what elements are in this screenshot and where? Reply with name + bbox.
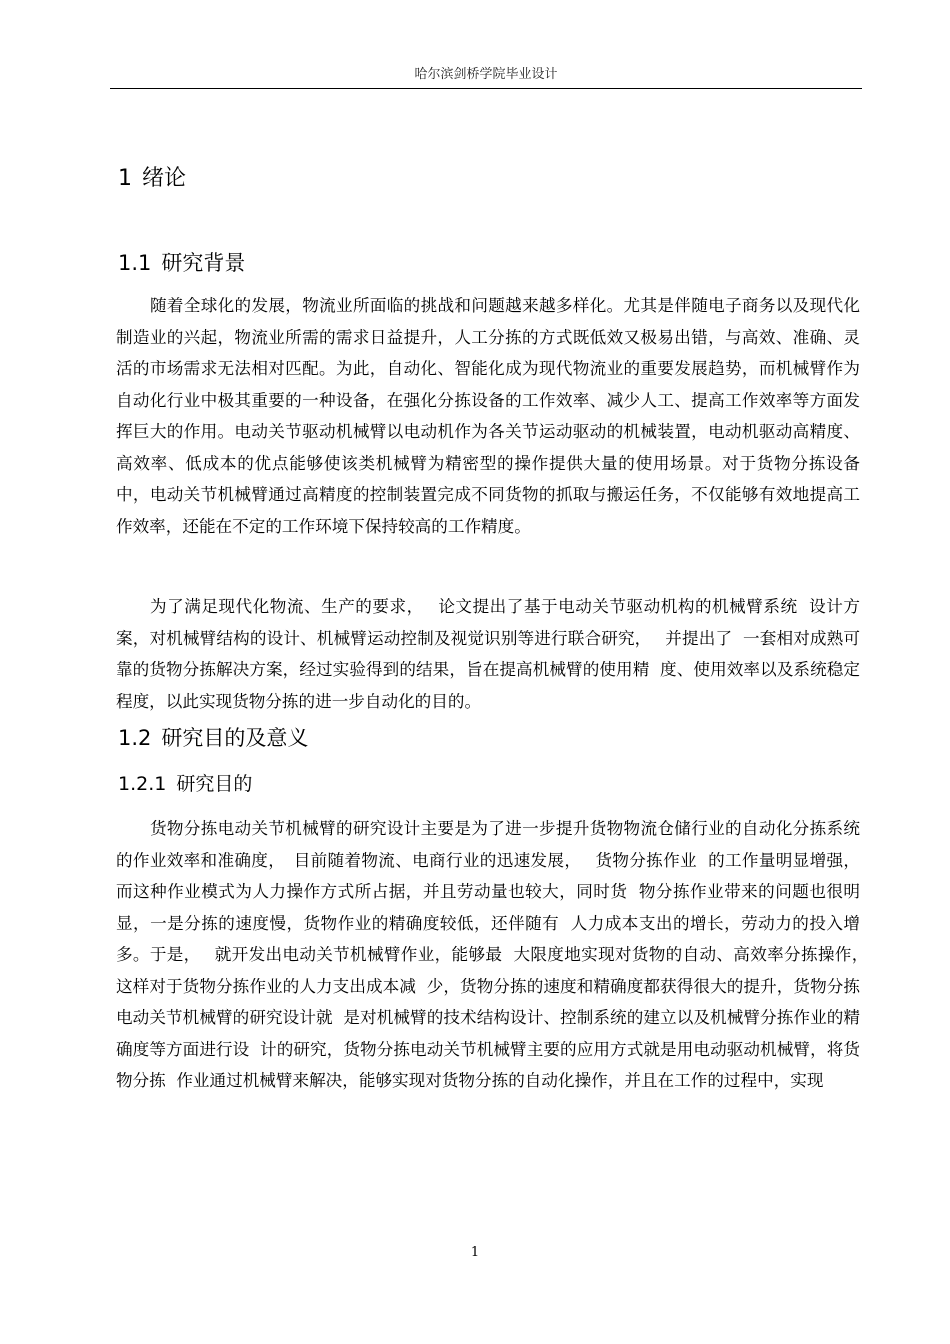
chapter-title-text: 绪论 [142,166,187,191]
chapter-title [118,164,186,194]
page-number: 1 [470,1245,480,1260]
section-title-1-1 [118,248,245,278]
section-number: 1.1 [118,251,152,275]
paragraph-purpose-1: 货物分拣电动关节机械臂的研究设计主要是为了进一步提升货物物流仓储行业的自动化分拣系统的作业效率和准确度， 目前随着物流、电商行业的迅速发展， 货物分拣作业 的工作量明显增强，而这种作业模式为人力操作方式所占据，并且劳动量也较大，同时货 物分拣作业带来的问题也很明显，一是分拣的速度慢，货物作业的精确度较低，还伴随有 人力成本支出的增长，劳动力的投入增多。于是， 就开发出电动关节机械臂作业，能够最 大限度地实现对货物的自动、高效率分拣操作， 这样对于货物分拣作业的人力支出成本减 少，货物分拣的速度和精确度都获得很大的提升，货物分拣电动关节机械臂的研究设计就 是对机械臂的技术结构设计、控制系统的建立以及机械臂分拣作业的精确度等方面进行设 计的研究，货物分拣电动关节机械臂主要的应用方式就是用电动驱动机械臂，将货物分拣 作业通过机械臂来解决，能够实现对货物分拣的自动化操作，并且在工作的过程中，实现 [116,819,882,1090]
subsection-number: 1.2.1 [118,773,167,795]
section-number: 1.2 [118,726,152,750]
header-title: 哈尔滨剑桥学院毕业设计 [414,67,558,82]
section-title-1-2 [118,723,308,753]
chapter-number: 1 [118,166,132,191]
subsection-title-1-2-1 [118,770,252,798]
section-title-text: 研究目的及意义 [161,726,309,750]
section-title-text: 研究背景 [161,251,246,275]
subsection-title-text: 研究目的 [176,773,253,795]
paragraph-background-1: 随着全球化的发展，物流业所面临的挑战和问题越来越多样化。尤其是伴随电子商务以及现代化制造业的兴起，物流业所需的需求日益提升，人工分拣的方式既低效又极易出错，与高效、准确、灵活的市场需求无法相对匹配。为此，自动化、智能化成为现代物流业的重要发展趋势，而机械臂作为自动化行业中极其重要的一种设备，在强化分拣设备的工作效率、减少人工、提高工作效率等方面发挥巨大的作用。电动关节驱动机械臂以电动机作为各关节运动驱动的机械装置，电动机驱动高精度、高效率、低成本的优点能够使该类机械臂为精密型的操作提供大量的使用场景。对于货物分拣设备中，电动关节机械臂通过高精度的控制装置完成不同货物的抓取与搬运任务，不仅能够有效地提高工作效率，还能在不定的工作环境下保持较高的工作精度。 [116,296,860,536]
running-header [110,66,862,89]
paragraph-background-2: 为了满足现代化物流、生产的要求， 论文提出了基于电动关节驱动机构的机械臂系统 设计方案，对机械臂结构的设计、机械臂运动控制及视觉识别等进行联合研究， 并提出了 一套相对成熟可靠的货物分拣解决方案，经过实验得到的结果，旨在提高机械臂的使用精 度、使用效率以及系统稳定程度，以此实现货物分拣的进一步自动化的目的。 [116,597,860,711]
